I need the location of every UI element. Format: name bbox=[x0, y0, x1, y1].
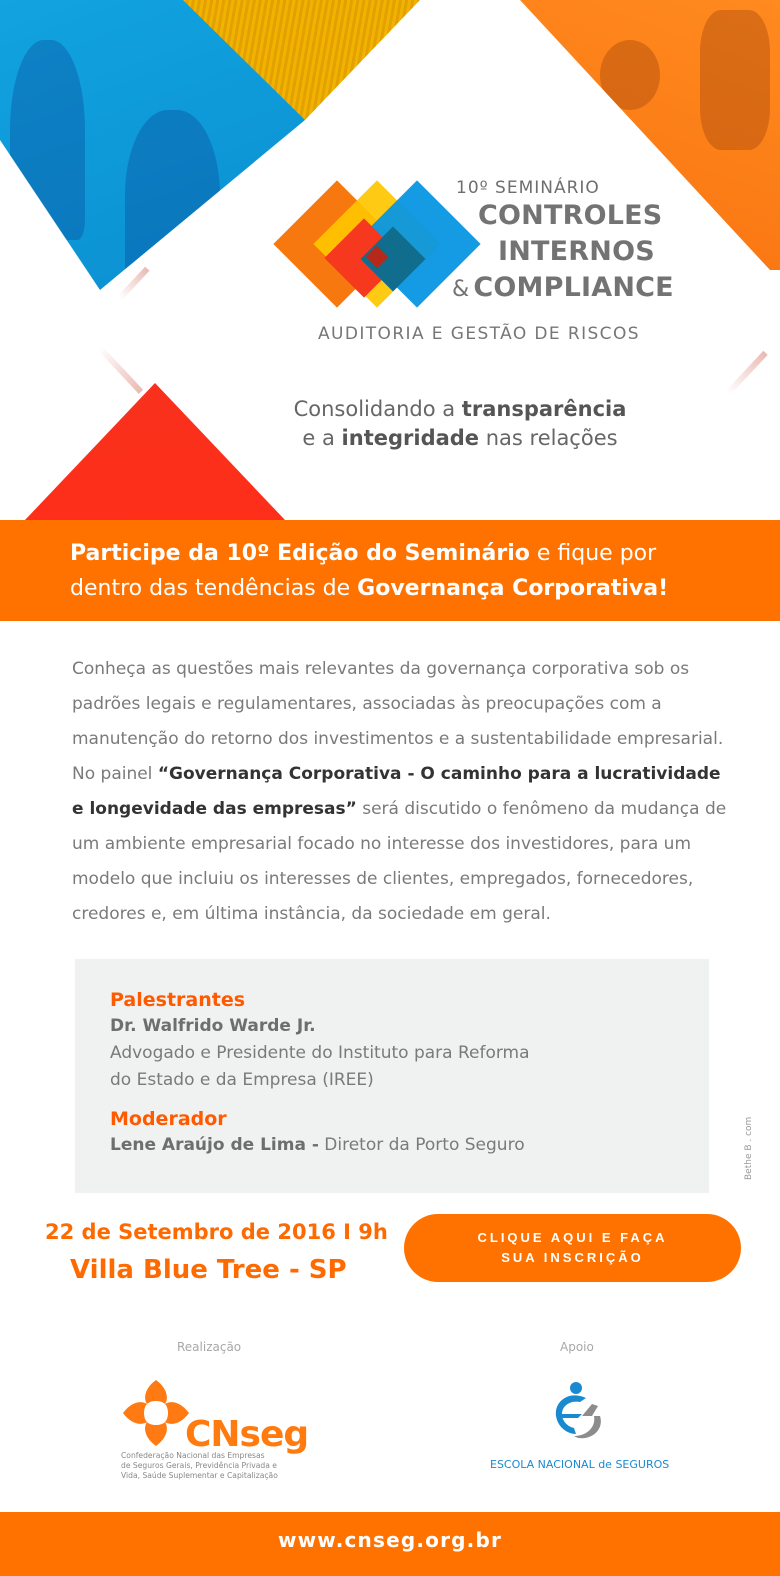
title-line-2: INTERNOS bbox=[498, 236, 655, 267]
speakers-heading: Palestrantes bbox=[110, 989, 246, 1011]
speaker-description-1: Advogado e Presidente do Instituto para Reforma bbox=[110, 1043, 530, 1063]
seminar-subtitle: AUDITORIA E GESTÃO DE RISCOS bbox=[318, 324, 640, 344]
ens-wordmark: ESCOLA NACIONAL de SEGUROS bbox=[490, 1458, 670, 1471]
speaker-description-2: do Estado e da Empresa (IREE) bbox=[110, 1070, 374, 1090]
register-button[interactable]: CLIQUE AQUI E FAÇA SUA INSCRIÇÃO bbox=[404, 1214, 741, 1282]
cnseg-logo[interactable] bbox=[115, 1378, 315, 1488]
escola-nacional-seguros-logo[interactable] bbox=[490, 1380, 670, 1475]
ens-emblem-icon bbox=[548, 1380, 608, 1440]
invite-banner: Participe da 10º Edição do Seminário e fique por dentro das tendências de Governança Corporativa! bbox=[0, 520, 780, 621]
hero-tagline: Consolidando a transparência e a integridade nas relações bbox=[293, 397, 627, 450]
seminar-edition: 10º SEMINÁRIO bbox=[456, 178, 600, 198]
event-venue: Villa Blue Tree - SP bbox=[70, 1255, 347, 1285]
seminar-logo bbox=[272, 178, 692, 348]
footer-bar bbox=[0, 1512, 780, 1576]
cnseg-subtitle: Confederação Nacional das Empresas de Seguros Gerais, Previdência Privada e Vida, Saúde Suplementar e Capitalização bbox=[121, 1451, 278, 1480]
designer-credit: Bethe B . com bbox=[744, 1116, 754, 1180]
cnseg-flower-icon bbox=[121, 1378, 191, 1448]
moderator-line bbox=[110, 1132, 709, 1159]
title-line-1: CONTROLES bbox=[478, 200, 663, 231]
website-link[interactable]: www.cnseg.org.br bbox=[277, 1528, 503, 1552]
realizacao-label: Realização bbox=[177, 1340, 242, 1354]
moderator-name: Lene Araújo de Lima - bbox=[110, 1135, 319, 1155]
apoio-label: Apoio bbox=[560, 1340, 594, 1354]
panel-title: “Governança Corporativa - O caminho para a lucratividade e longevidade das empresas” bbox=[72, 764, 721, 819]
event-date: 22 de Setembro de 2016 I 9h bbox=[45, 1220, 388, 1244]
moderator-heading: Moderador bbox=[110, 1108, 227, 1130]
speaker-name: Dr. Walfrido Warde Jr. bbox=[110, 1016, 316, 1036]
title-ampersand: & bbox=[452, 277, 470, 302]
hero-banner bbox=[0, 0, 780, 520]
moderator-description: Diretor da Porto Seguro bbox=[318, 1135, 525, 1155]
title-line-3: & COMPLIANCE bbox=[452, 272, 674, 303]
speakers-box bbox=[75, 959, 709, 1193]
cnseg-wordmark: CNseg bbox=[185, 1414, 309, 1455]
description-paragraph: Conheça as questões mais relevantes da governança corporativa sob os padrões legais e regulamentares, associadas às preocupações com a manutenção do retorno dos investimentos e a sustentabilidade empresarial. No painel “Governança Corporativa - O caminho para a lucratividade e longevidade das empresas” será discutido o fenômeno da mudança de um ambiente empresarial focado no interesse dos investidores, para um modelo que incluiu os interesses de clientes, empregados, fornecedores, credores e, em última instância, da sociedade em geral. bbox=[72, 659, 727, 924]
